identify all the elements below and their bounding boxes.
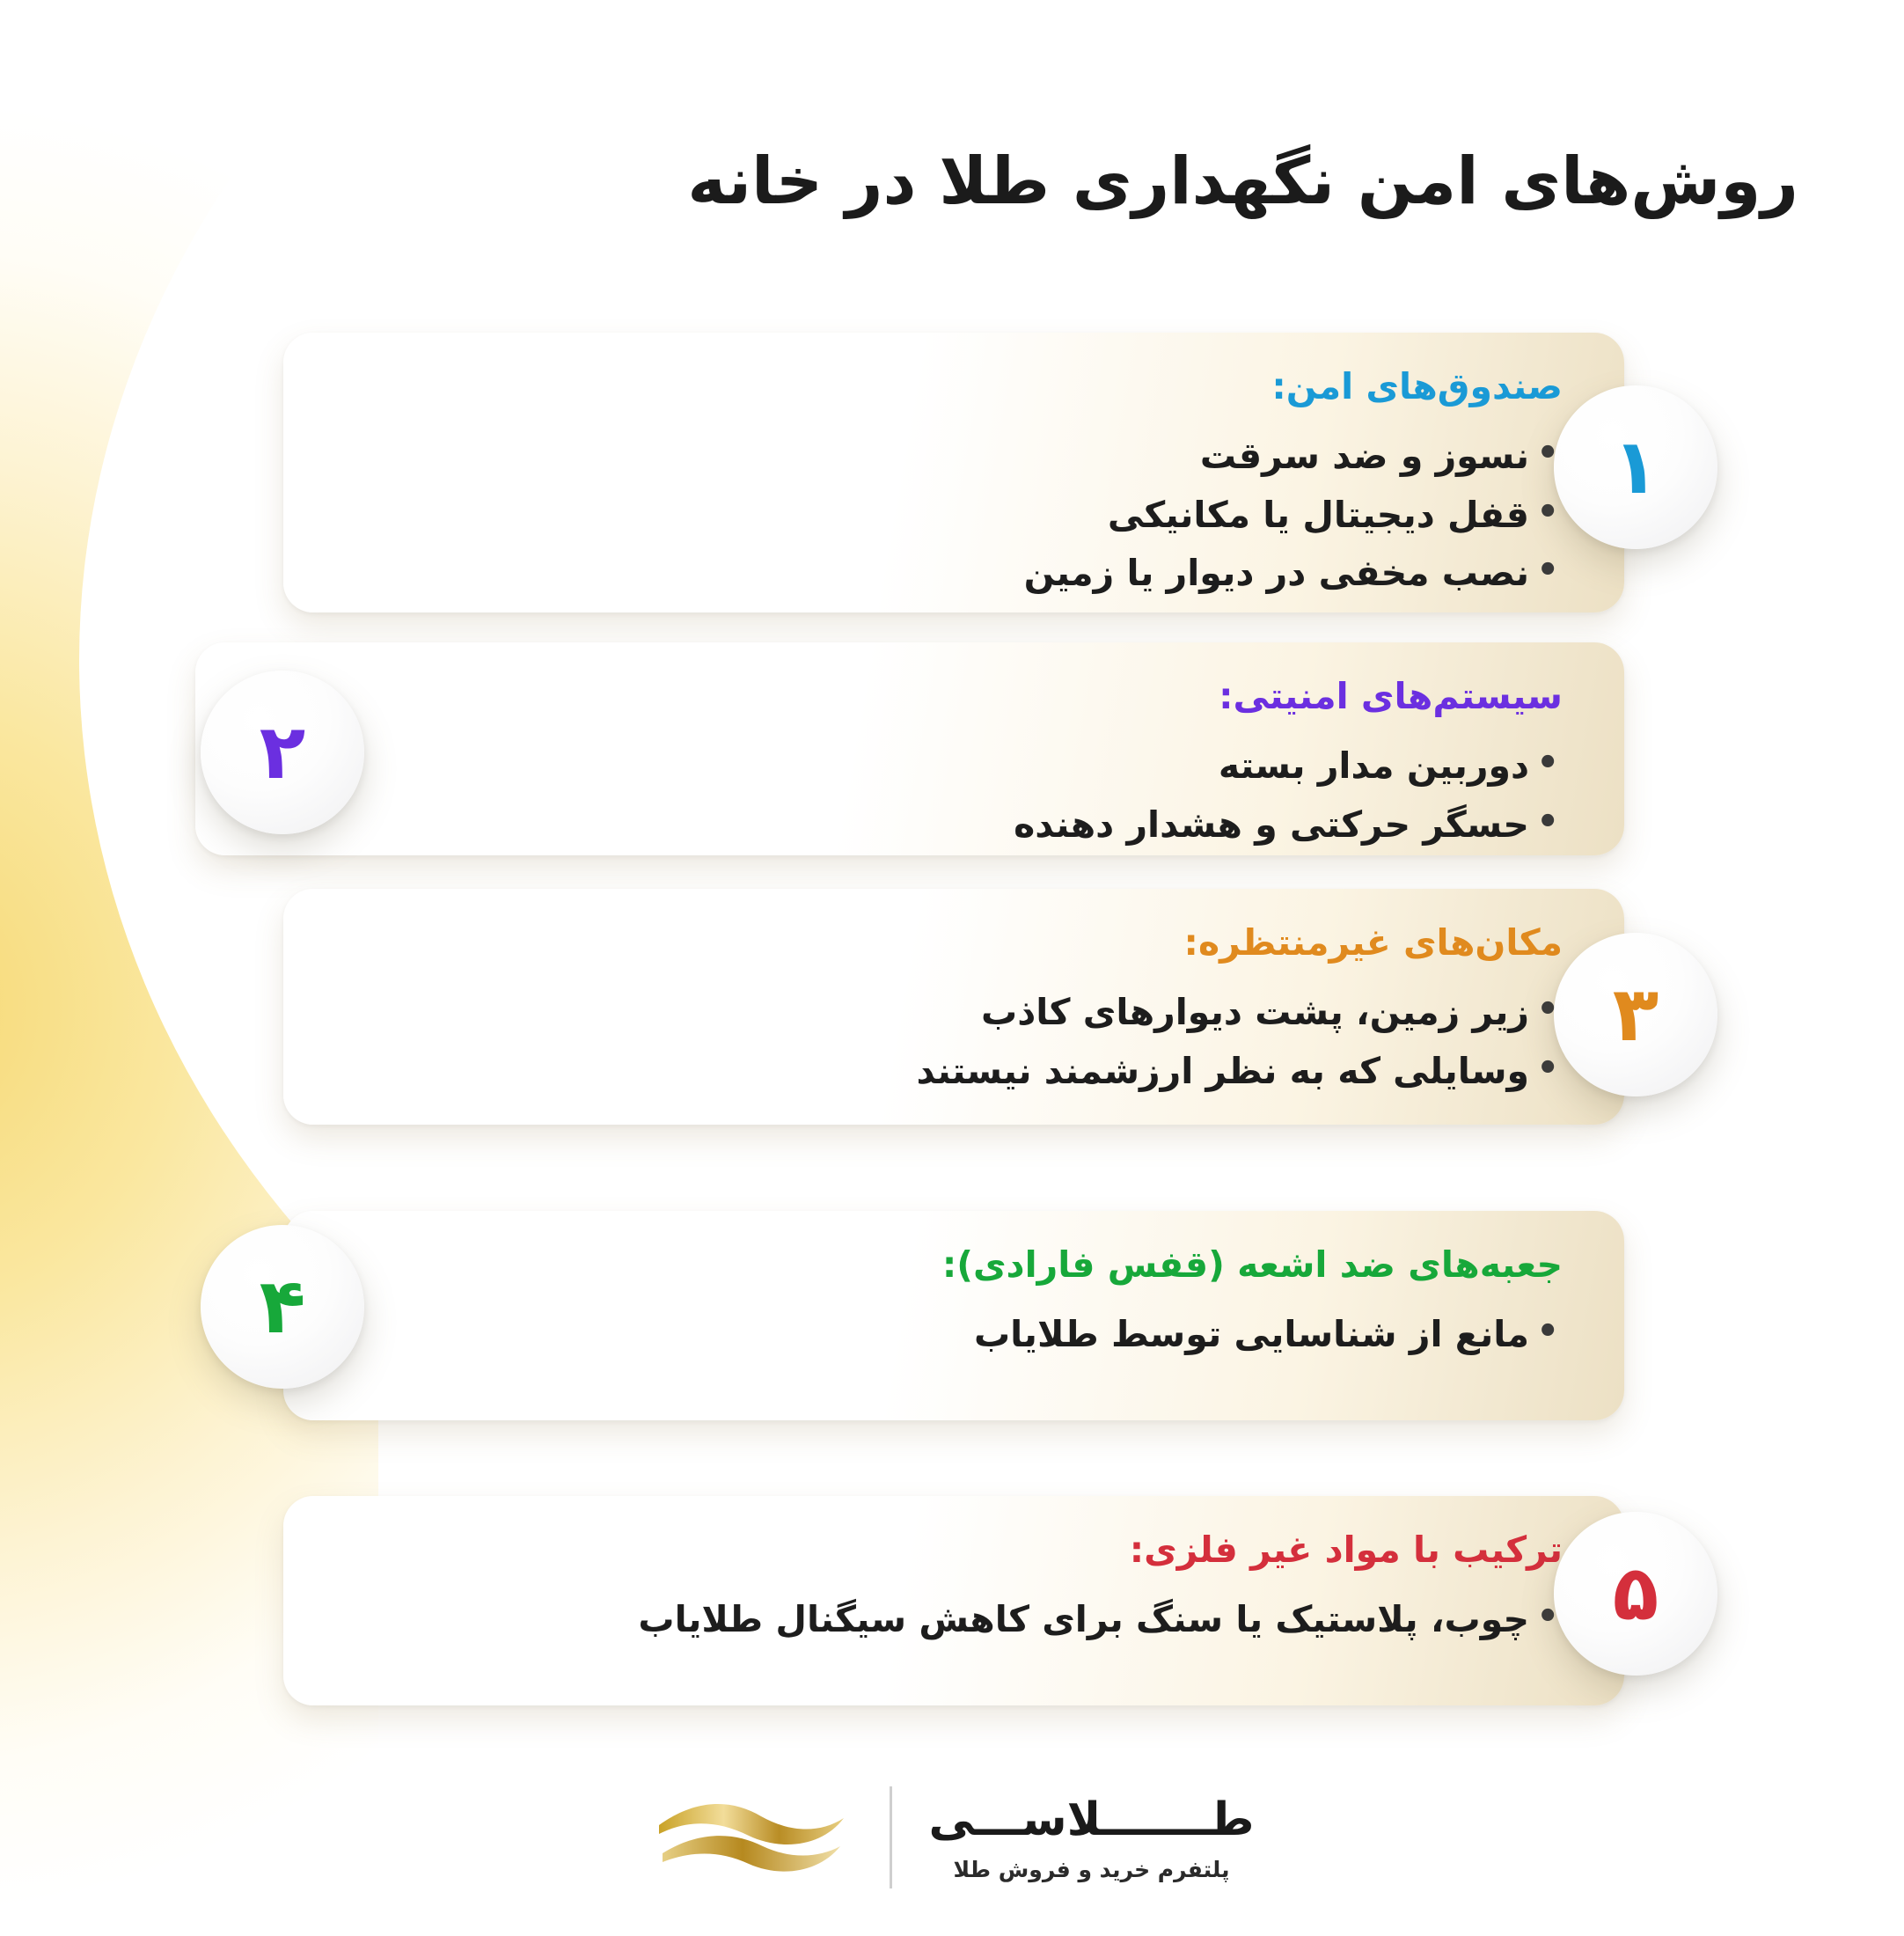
card-bullet-list — [345, 1305, 1563, 1363]
card-bullet-list — [345, 427, 1563, 602]
card-heading: مکان‌های غیرمنتظره: — [1183, 921, 1563, 964]
method-card-3 — [283, 889, 1624, 1125]
list-item: • دوربین مدار بسته — [257, 737, 1563, 795]
step-number-badge-2: ۲ — [201, 671, 364, 834]
card-heading: جعبه‌های ضد اشعه (قفس فارادی): — [941, 1243, 1563, 1286]
step-number-badge-1: ۱ — [1554, 385, 1717, 549]
list-item: • قفل دیجیتال یا مکانیکی — [345, 486, 1563, 544]
list-item: • مانع از شناسایی توسط طلایاب — [345, 1305, 1563, 1363]
list-item: • حسگر حرکتی و هشدار دهنده — [257, 796, 1563, 854]
brand-name: طـــــــلاســـی — [928, 1793, 1255, 1846]
list-item: • چوب، پلاستیک یا سنگ برای کاهش سیگنال طلایاب — [345, 1590, 1563, 1648]
list-item: • نسوز و ضد سرقت — [345, 427, 1563, 485]
gold-wave-logo-icon — [650, 1785, 853, 1890]
method-card-5 — [283, 1496, 1624, 1705]
list-item: • وسایلی که به نظر ارزشمند نیستند — [345, 1042, 1563, 1100]
brand-block — [929, 1793, 1255, 1882]
card-bullet-list — [345, 983, 1563, 1100]
list-item: • زیر زمین، پشت دیوارهای کاذب — [345, 983, 1563, 1041]
card-bullet-list — [345, 1590, 1563, 1648]
list-item: • نصب مخفی در دیوار یا زمین — [345, 544, 1563, 602]
page-title: روش‌های امن نگهداری طلا در خانه — [687, 143, 1798, 219]
method-card-1 — [283, 333, 1624, 612]
step-number-badge-5: ۵ — [1554, 1512, 1717, 1676]
method-card-4 — [283, 1211, 1624, 1420]
card-heading: سیستم‌های امنیتی: — [1219, 675, 1563, 717]
card-bullet-list — [257, 737, 1563, 854]
method-card-2 — [195, 642, 1624, 855]
footer-divider — [890, 1786, 892, 1888]
card-heading: ترکیب با مواد غیر فلزی: — [1129, 1529, 1563, 1571]
step-number-badge-3: ۳ — [1554, 933, 1717, 1096]
card-heading: صندوق‌های امن: — [1271, 365, 1563, 407]
step-number-badge-4: ۴ — [201, 1225, 364, 1389]
footer — [0, 1785, 1904, 1890]
brand-tagline: پلتفرم خرید و فروش طلا — [953, 1856, 1230, 1882]
